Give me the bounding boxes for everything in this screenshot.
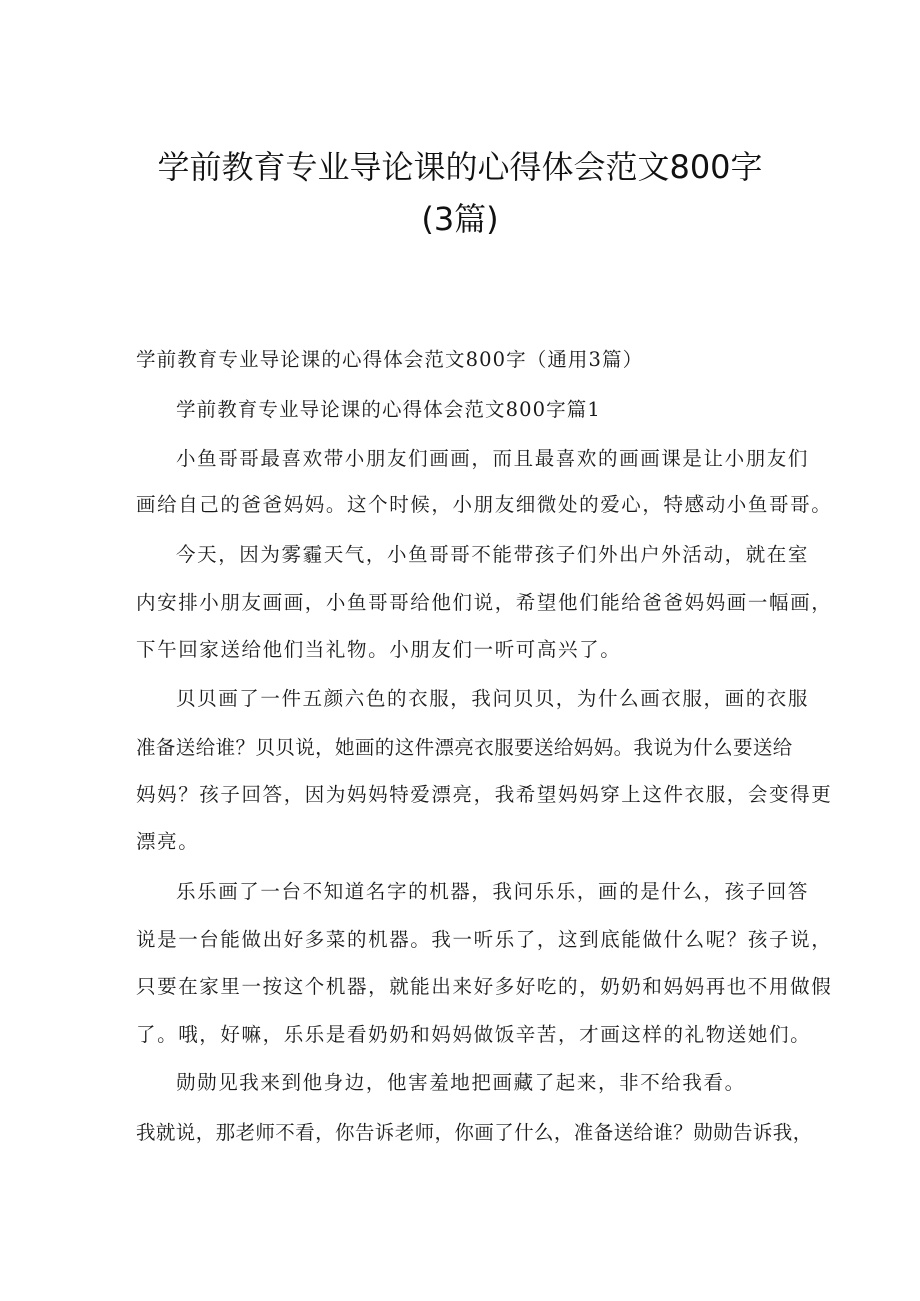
paragraph-line: 我就说，那老师不看，你告诉老师，你画了什么，准备送给谁？勋勋告诉我， (136, 1121, 813, 1144)
paragraph-line: 乐乐画了一台不知道名字的机器，我问乐乐，画的是什么，孩子回答 (176, 880, 810, 903)
paragraph-line: 小鱼哥哥最喜欢带小朋友们画画，而且最喜欢的画画课是让小朋友们 (176, 447, 810, 470)
paragraph-line: 说是一台能做出好多菜的机器。我一听乐了，这到底能做什么呢？孩子说， (136, 928, 833, 951)
paragraph-line: 勋勋见我来到他身边，他害羞地把画藏了起来，非不给我看。 (176, 1071, 746, 1094)
paragraph-line: 贝贝画了一件五颜六色的衣服，我问贝贝，为什么画衣服，画的衣服 (176, 687, 810, 710)
paragraph-line: 画给自己的爸爸妈妈。这个时候，小朋友细微处的爱心，特感动小鱼哥哥。 (136, 493, 833, 516)
paragraph-line: 今天，因为雾霾天气，小鱼哥哥不能带孩子们外出户外活动，就在室 (176, 543, 810, 566)
paragraph-line: 只要在家里一按这个机器，就能出来好多好吃的，奶奶和妈妈再也不用做假 (136, 975, 833, 998)
paragraph-line: 漂亮。 (136, 830, 200, 853)
document-title: 学前教育专业导论课的心得体会范文800字 (157, 148, 763, 186)
paragraph-line: 准备送给谁？贝贝说，她画的这件漂亮衣服要送给妈妈。我说为什么要送给 (136, 736, 793, 759)
paragraph-line: 下午回家送给他们当礼物。小朋友们一听可高兴了。 (136, 638, 622, 661)
paragraph-line: 了。哦，好嘛，乐乐是看奶奶和妈妈做饭辛苦，才画这样的礼物送她们。 (136, 1023, 812, 1046)
document-title-suffix: (3篇) (421, 200, 499, 238)
paragraph-line: 妈妈？孩子回答，因为妈妈特爱漂亮，我希望妈妈穿上这件衣服，会变得更 (136, 783, 833, 806)
section-heading: 学前教育专业导论课的心得体会范文800字篇1 (176, 398, 601, 421)
paragraph-line: 内安排小朋友画画，小鱼哥哥给他们说，希望他们能给爸爸妈妈画一幅画， (136, 591, 833, 614)
document-subtitle: 学前教育专业导论课的心得体会范文800字（通用3篇） (136, 348, 644, 371)
